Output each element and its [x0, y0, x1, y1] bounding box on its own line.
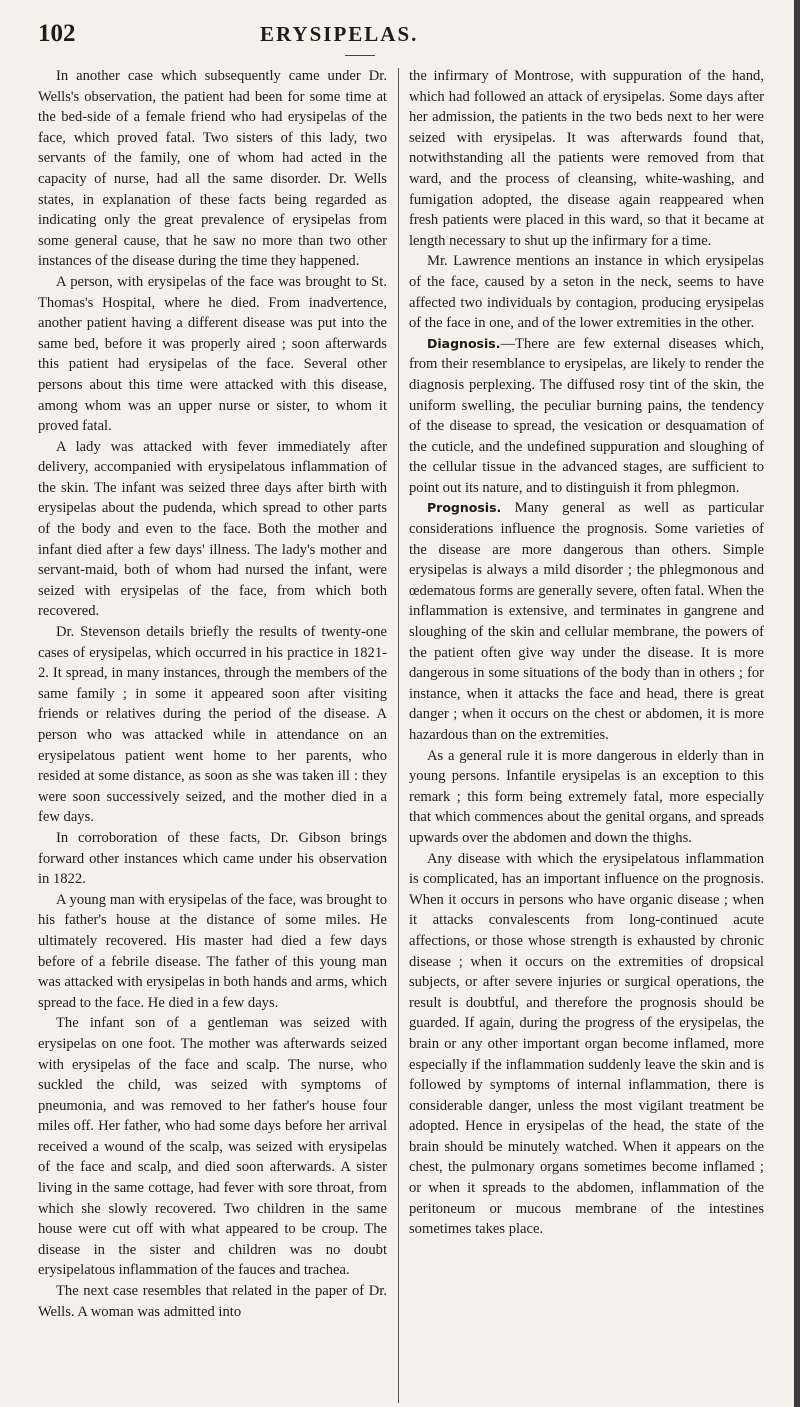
diagnosis-text: —There are few external diseases which, from their resemblance to erysipelas, are likely to render the diagnosis perplexing. The diffused rosy tint of the skin, the uniform swelling, the peculiar burning pains, the tendency of the disease to spread, the vesication or desquamation of the cuticle, and the undefined suppuration and sloughing of the cellular tissue in the advanced stages, are sufficient to point out its nature, and to distinguish it from phlegmon.: [409, 335, 764, 496]
paragraph: A person, with erysipelas of the face was brought to St. Thomas's Hospital, where he died. From inadvertence, another patient having a different disease was put into the same bed, before it was properly aired ; soon afterwards this patient had erysipelas of the face. Several other persons about this time were attacked with this disease, among whom was an upper nurse or sister, to whom it proved fatal.: [38, 273, 387, 435]
prognosis-section: [409, 498, 764, 745]
paragraph: The next case resembles that related in the paper of Dr. Wells. A woman was admitted into: [38, 1283, 387, 1320]
paragraph: The infant son of a gentleman was seized with erysipelas on one foot. The mother was afterwards seized with erysipelas of the face and scalp. The nurse, who suckled the child, was seized with symptoms of pneumonia, and was removed to her father's house four miles off. Her father, who had some days before her arrival received a wound of the scalp, was seized with erysipelas of the face and scalp, and died soon afterwards. A sister living in the same cottage, had fever with sore throat, from which she slowly recovered. Two children in the same house were cut off with what appeared to be croup. The disease in the sister and children was no doubt erysipelatous inflammation of the fauces and trachea.: [38, 1015, 387, 1279]
running-title: ERYSIPELAS.: [260, 22, 419, 46]
diagnosis-heading: Diagnosis.: [427, 335, 501, 351]
paragraph: Any disease with which the erysipelatous inflammation is complicated, has an important influence on the prognosis. When it occurs in persons who have organic disease ; when it attacks convalescents from long-continued acute affections, or those whose strength is exhausted by chronic disease ; when it occurs on the extremities of dropsical subjects, or after severe injuries or surgical operations, the result is doubtful, and therefore the prognosis should be guarded. If again, during the progress of the erysipelas, the brain or any other important organ become inflamed, more especially if the inflammation suddenly leave the skin and is followed by symptoms of internal inflammation, there is considerable danger, unless the most vigilant treatment be adopted. Hence in erysipelas of the head, the state of the brain should be minutely watched. When it appears on the chest, the pulmonary organs sometimes become inflamed ; or when it spreads to the abdomen, inflammation of the peritoneum or mucous membrane of the intestines sometimes takes place.: [409, 850, 764, 1238]
header-ornament-rule: [345, 55, 375, 56]
paragraph: Dr. Stevenson details briefly the results of twenty-one cases of erysipelas, which occurred in his practice in 1821-2. It spread, in many instances, through the members of the same family ; in some it appeared soon after visiting friends or relatives during the period of the disease. A person who was attacked while in attendance on an erysipelatous patient went home to her parents, who resided at some distance, as soon as she was taken ill : they were soon successively seized, and the mother died in a few days.: [38, 624, 387, 826]
paragraph: As a general rule it is more dangerous in elderly than in young persons. Infantile erysipelas is an exception to this remark ; this form being extremely fatal, more especially that which commences about the genital organs, and spreads upwards over the abdomen and down the thighs.: [409, 747, 764, 846]
paragraph: In corroboration of these facts, Dr. Gibson brings forward other instances which came under his observation in 1822.: [38, 829, 387, 888]
paragraph: Mr. Lawrence mentions an instance in which erysipelas of the face, caused by a seton in the neck, seems to have affected two individuals by contagion, producing erysipelas of the face in one, and of the lower extremities in the other.: [409, 253, 764, 332]
column-divider: [398, 68, 399, 1403]
paragraph: A young man with erysipelas of the face, was brought to his father's house at the distance of some miles. He ultimately recovered. His master had died a few days before of a febrile disease. The father of this young man was attacked with erysipelas in both hands and arms, which spread to the face. He died in a few days.: [38, 891, 387, 1011]
page-number: 102: [38, 20, 76, 47]
paragraph-continuation: the infirmary of Montrose, with suppuration of the hand, which had followed an attack of erysipelas. Some days after her admission, the patients in the two beds next to her were seized with erysipelas. It was afterwards found that, notwithstanding all the patients were removed from that ward, and the process of cleansing, white-washing, and fumigation adopted, the disease again reappeared when fresh patients were placed in this ward, so that it became at length necessary to shut up the infirmary for a time.: [409, 68, 764, 249]
page-edge-shadow: [794, 0, 800, 1407]
prognosis-heading: Prognosis.: [427, 500, 502, 516]
diagnosis-section: [409, 334, 764, 499]
left-column: [38, 66, 387, 1322]
right-column: [409, 66, 764, 1240]
paragraph: A lady was attacked with fever immediately after delivery, accompanied with erysipelatous inflammation of the skin. The infant was seized three days after birth with erysipelas about the pudenda, which spread to other parts of the body and even to the face. Both the mother and infant died after a few days' illness. The lady's mother and servant-maid, both of whom had nursed the infant, were seized with erysipelas of the face, from which both recovered.: [38, 438, 387, 620]
prognosis-text: Many general as well as particular considerations influence the prognosis. Some varieties of the disease are more dangerous than others. Simple erysipelas is always a mild disorder ; the phlegmonous and œdematous forms are generally severe, often fatal. When the inflammation is extensive, and terminates in gangrene and sloughing of the skin and cellular membrane, the powers of the patient often give way under the disease. It is more dangerous in some situations of the body than in others ; for instance, when it attacks the face and head, there is great danger ; when it occurs on the chest or abdomen, it is more hazardous than on the extremities.: [409, 500, 764, 743]
paragraph: In another case which subsequently came under Dr. Wells's observation, the patient had been for some time at the bed-side of a female friend who had erysipelas of the face, which proved fatal. Two sisters of this lady, two servants of the family, one of whom had acted in the capacity of nurse, had all the same disorder. Dr. Wells states, in explanation of these facts being regarded as indicating only the great prevalence of erysipelas from some general cause, that he saw no more than two other instances of the disease during the time they happened.: [38, 68, 387, 270]
